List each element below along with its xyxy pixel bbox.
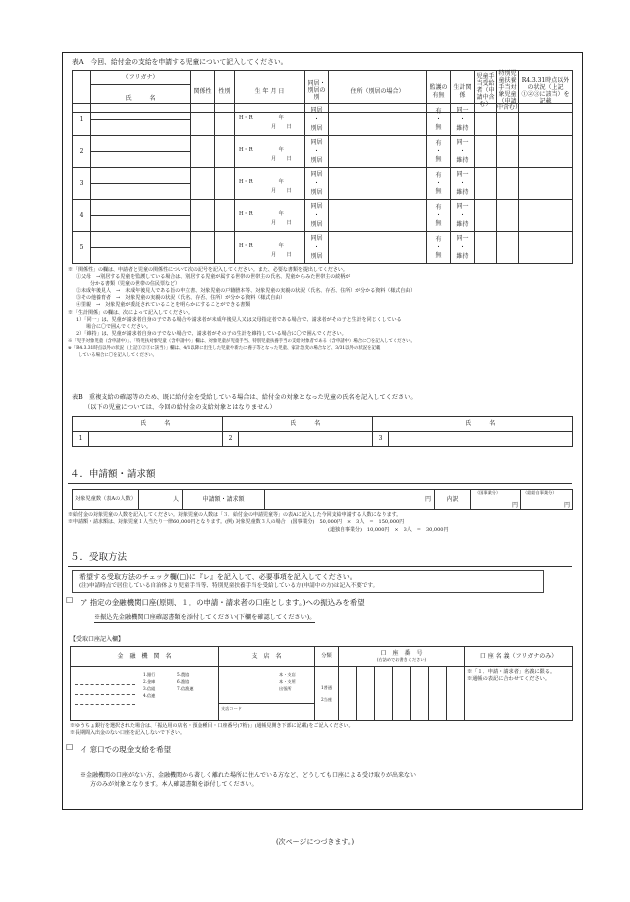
special-allowance-field[interactable]	[497, 104, 519, 136]
row-number: 3	[73, 168, 91, 200]
era-label: H・R	[239, 146, 253, 153]
relation-field[interactable]	[191, 104, 215, 136]
year-label: 年	[278, 178, 284, 185]
sex-field[interactable]	[215, 168, 235, 200]
section-4-notes	[68, 512, 578, 534]
table-b-name-header-1: 氏 名	[89, 417, 223, 432]
row-number: 4	[73, 200, 91, 232]
table-a-note: ③その他養育者 → 対象児童の実親の状況（氏名、存否、住所）が分かる資料（様式自由）	[76, 295, 286, 302]
cohab-header: 同居・別居の別	[305, 71, 329, 113]
status-field[interactable]	[519, 232, 573, 264]
table-a-note: 場合に〇で囲んでください。	[86, 323, 152, 330]
table-b-name-field-1[interactable]	[89, 432, 223, 447]
year-label: 年	[278, 242, 284, 249]
branch-header: 支 店 名	[219, 647, 315, 667]
option-b-label: イ 窓口での現金支給を希望	[80, 745, 172, 754]
persons-unit: 人	[172, 495, 179, 503]
table-b-number-1: 1	[73, 432, 89, 447]
custody-field[interactable]: 有 ・ 無	[427, 232, 451, 264]
table-a-note: ※「R4.3.31時点以外の状況（上記①②③に該当）」欄は、4/1以降に出生した児童や新たに養子等となった児童、家計急変の場合など、3/31以外の状況を記載	[68, 346, 381, 352]
table-a-note: ②未成年後見人 → 未成年後見人である旨の申立書、対象児童の戸籍謄本等、対象児童の実親の状況（氏名、存否、住所）が分かる資料（様式自由）	[76, 288, 416, 295]
option-b-checkbox[interactable]: ☐	[66, 743, 74, 752]
table-b-number-3: 3	[373, 432, 389, 447]
sex-header: 性別	[215, 71, 235, 113]
cohab-field[interactable]: 同居 ・ 別居	[305, 136, 329, 168]
bank-types-1: 1.銀行 2.金庫 3.信組 4.信連	[143, 672, 156, 698]
bank-name-field[interactable]	[71, 667, 219, 721]
instruction-box	[72, 570, 544, 593]
table-a-note: している場合に〇を記入してください。	[78, 353, 158, 359]
dob-field[interactable]	[235, 104, 305, 136]
dob-field[interactable]	[235, 200, 305, 232]
account-digit-3[interactable]	[375, 667, 393, 721]
year-label: 年	[278, 114, 284, 121]
account-digit-5[interactable]	[411, 667, 429, 721]
special-allowance-field[interactable]	[497, 168, 519, 200]
account-table	[70, 646, 573, 721]
row-number: 5	[73, 232, 91, 264]
era-label: H・R	[239, 242, 253, 249]
custody-field[interactable]: 有 ・ 無	[427, 136, 451, 168]
custody-field[interactable]: 有 ・ 無	[427, 104, 451, 136]
name-field[interactable]	[91, 216, 191, 232]
table-a-caption: 表A 今回、給付金の支給を申請する児童について記入してください。	[72, 58, 288, 66]
table-a-note: 2）「維持」は、児童が請求者自身の子でない場合で、請求者がその子の生計を維持している場合に〇で囲んでください。	[76, 330, 347, 337]
livelihood-field[interactable]: 同一 ・ 維持	[451, 200, 475, 232]
relation-field[interactable]	[191, 136, 215, 168]
sex-field[interactable]	[215, 200, 235, 232]
relation-field[interactable]	[191, 200, 215, 232]
table-a-note: ①父母 →別居する児童を監護している場合は、別居する児童が属する世帯の世帯主の氏名、児童からみた世帯主の続柄が	[76, 274, 351, 281]
child-allowance-header: 児童手当受給者（申請中含む）	[475, 71, 497, 113]
name-field[interactable]	[91, 152, 191, 168]
row-number: 1	[73, 104, 91, 136]
section-5-rule	[68, 566, 572, 567]
child-allowance-field[interactable]	[475, 200, 497, 232]
holder-note-2: ※通帳の表記に合わせてください。	[467, 675, 551, 682]
furigana-header: （フリガナ）	[91, 71, 191, 85]
furigana-field[interactable]	[91, 232, 191, 248]
bank-types-2: 5.農協 6.漁協 7.信漁連	[177, 672, 194, 691]
name-field[interactable]	[91, 248, 191, 264]
table-a-notes	[68, 267, 578, 359]
custody-field[interactable]: 有 ・ 無	[427, 200, 451, 232]
name-field[interactable]	[91, 184, 191, 200]
special-allowance-field[interactable]	[497, 232, 519, 264]
child-count-field[interactable]	[139, 490, 183, 510]
relation-field[interactable]	[191, 168, 215, 200]
instruction-1: 希望する受取方法のチェック欄(□)に『レ』を記入して、必要事項を記入してください。	[79, 573, 357, 581]
address-field[interactable]	[329, 168, 427, 200]
section-4-note: (道独自事業分) 10,000円 × 3人 = 30,000円	[328, 526, 449, 533]
table-b-name-field-3[interactable]	[389, 432, 573, 447]
cohab-field[interactable]: 同居 ・ 別居	[305, 232, 329, 264]
child-count-label: 対象児童数（表Aの人数）	[73, 490, 139, 510]
livelihood-header: 生計関係	[451, 71, 475, 113]
holder-note-1: ※「１．申請・請求者」名義に限る。	[467, 669, 556, 675]
row-number: 2	[73, 136, 91, 168]
custody-field[interactable]: 有 ・ 無	[427, 168, 451, 200]
custody-header: 監護の有無	[427, 71, 451, 113]
furigana-field[interactable]	[91, 136, 191, 152]
cohab-field[interactable]: 同居 ・ 別居	[305, 168, 329, 200]
table-b-name-header-3: 氏 名	[389, 417, 573, 432]
bank-notes: ※ゆうちょ銀行を選択された場合は、「振込用の店名・預金種目・口座番号(7桁)」(通帳見開き下部に記載)をご記入ください。 ※長期間入出金のない口座を記入しないで下さい。	[70, 723, 354, 737]
local-amount-field[interactable]	[521, 490, 573, 510]
livelihood-field[interactable]: 同一 ・ 維持	[451, 168, 475, 200]
relation-field[interactable]	[191, 232, 215, 264]
year-label: 年	[278, 146, 284, 153]
section-4-note: ※給付金の対象児童の人数を記入してください。対象児童の人数は「３．給付金の申請児童等」の表Aに記入した今回支給申請する人数になります。	[68, 512, 402, 518]
table-b-name-header-2: 氏 名	[239, 417, 373, 432]
table-b-number-2: 2	[223, 432, 239, 447]
table-a-note: ※「関係性」の欄は、申請者と児童の関係性について次の記号を記入してください。また、必要な書類を提出してください。	[68, 267, 348, 273]
special-allowance-header: 特別児童扶養手当対象児童（申請中含む）	[497, 70, 522, 112]
sex-field[interactable]	[215, 136, 235, 168]
account-digit-1[interactable]	[339, 667, 357, 721]
livelihood-field[interactable]: 同一 ・ 維持	[451, 104, 475, 136]
option-a-label: ア 指定の金融機関口座(原則、１．の申請・請求者の口座とします。)への振込みを希望	[80, 598, 365, 607]
status-field[interactable]	[519, 200, 573, 232]
child-allowance-field[interactable]	[475, 104, 497, 136]
account-number-header: 口 座 番 号 (右詰めでお書きください)	[339, 647, 465, 667]
account-holder-field[interactable]	[465, 667, 573, 721]
year-label: 年	[278, 210, 284, 217]
dob-field[interactable]	[235, 136, 305, 168]
status-field[interactable]	[519, 104, 573, 136]
account-digit-6[interactable]	[429, 667, 447, 721]
section-4-rule	[68, 483, 572, 484]
account-digit-2[interactable]	[357, 667, 375, 721]
dob-field[interactable]	[235, 168, 305, 200]
era-label: H・R	[239, 178, 253, 185]
furigana-field[interactable]	[91, 200, 191, 216]
name-header: 氏 名	[91, 85, 191, 113]
table-b-caption: 表B 重複支給の確認等のため、既に給付金を受給している場合は、給付金の対象となった児童の氏名を記入してください。	[72, 394, 417, 401]
section-5-title: ５．受取方法	[70, 552, 128, 563]
instruction-2: (注)申請時点で居住している自治体より児童手当等、特別児童扶養手当を受給している方(申請中の方)は記入不要です。	[79, 583, 379, 589]
continued-footer: (次ページにつづきます。)	[275, 838, 355, 846]
month-day-label: 月 日	[271, 187, 292, 194]
amount-table	[72, 489, 573, 510]
national-label: （国事業分）	[475, 490, 501, 495]
month-day-label: 月 日	[271, 155, 292, 162]
branch-types: 本・支店 本・支所 出張所	[279, 672, 296, 691]
cohab-field[interactable]: 同居 ・ 別居	[305, 104, 329, 136]
local-yen: 円	[563, 501, 570, 509]
bank-header: 金 融 機 関 名	[71, 647, 219, 667]
address-field[interactable]	[329, 232, 427, 264]
table-a-note: ④里親 → 対象児童が委託されていることを明らかにすることができる書類	[76, 302, 251, 309]
child-allowance-field[interactable]	[475, 232, 497, 264]
table-a-rows	[72, 103, 572, 264]
table-a-note: 分かる書類（児童の世帯の住民票など）	[90, 281, 181, 288]
amount-label: 申請額・請求額	[183, 490, 265, 510]
name-field[interactable]	[91, 120, 191, 136]
cohab-field[interactable]: 同居 ・ 別居	[305, 200, 329, 232]
status-field[interactable]	[519, 168, 573, 200]
option-a-note: ※振込先金融機関口座確認書類を添付してください(下欄を確認してください)。	[94, 614, 316, 621]
table-b	[72, 416, 573, 447]
dob-header: 生 年 月 日	[235, 71, 305, 113]
dob-field[interactable]	[235, 232, 305, 264]
table-a-body	[72, 103, 573, 264]
address-field[interactable]	[329, 136, 427, 168]
option-a-checkbox[interactable]: ☐	[66, 596, 74, 605]
holder-header: 口 座 名 義（フリガナのみ）	[465, 647, 573, 667]
account-digit-4[interactable]	[393, 667, 411, 721]
table-a-note: ※「児手対象児童（含申請中）」、「特児扶対象児童（含申請中）」欄は、対象児童が児童手当、特別児童扶養手当の支給対象者である（含申請中）場合に〇を記入してください。	[68, 338, 415, 344]
month-day-label: 月 日	[271, 251, 292, 258]
option-b-notes: ※金融機関の口座がない方、金融機関から著しく離れた場所に住んでいる方など、どうしても口座による受け取りが出来ない 方のみが対象となります。本人確認書類を添付してください。	[80, 772, 417, 788]
breakdown-label: 内訳	[435, 490, 471, 510]
sex-field[interactable]	[215, 232, 235, 264]
livelihood-field[interactable]: 同一 ・ 維持	[451, 232, 475, 264]
address-field[interactable]	[329, 200, 427, 232]
livelihood-field[interactable]: 同一 ・ 維持	[451, 136, 475, 168]
child-allowance-field[interactable]	[475, 136, 497, 168]
account-digit-7[interactable]	[447, 667, 465, 721]
sex-field[interactable]	[215, 104, 235, 136]
kind-header: 分類	[315, 647, 339, 667]
special-allowance-field[interactable]	[497, 136, 519, 168]
month-day-label: 月 日	[271, 219, 292, 226]
branch-name-field[interactable]	[219, 667, 315, 721]
section-4-note: ※申請額・請求額は、対象児童１人当たり一律60,000円となります。(例) 対象児童数３人の場合 (国事業分) 50,000円 × 3人 = 150,000円	[68, 519, 405, 526]
address-header: 住所（別居の場合）	[329, 71, 427, 113]
status-field[interactable]	[519, 136, 573, 168]
table-a-note: 1）「同一」は、児童が請求者自身の子である場合や請求者が未成年後見人又は父母指定者である場合で、請求者がその子と生計を同じくしている	[76, 316, 402, 323]
furigana-field[interactable]	[91, 104, 191, 120]
furigana-field[interactable]	[91, 168, 191, 184]
table-b-subcaption: （以下の児童については、今回の給付金の支給対象とはなりません）	[84, 404, 276, 411]
address-field[interactable]	[329, 104, 427, 136]
status-header: R4.3.31時点以外の状況（上記①②③に該当）を記載	[519, 71, 573, 113]
table-a-note: ※「生計関係」の欄は、次によって記入してください。	[68, 309, 194, 316]
national-amount-field[interactable]	[471, 490, 521, 510]
child-allowance-field[interactable]	[475, 168, 497, 200]
section-4-title: ４．申請額・請求額	[70, 469, 156, 480]
relation-header: 関係性	[191, 71, 215, 113]
era-label: H・R	[239, 114, 253, 121]
special-allowance-field[interactable]	[497, 200, 519, 232]
account-caption: 【受取口座記入欄】	[70, 636, 125, 643]
month-day-label: 月 日	[271, 123, 292, 130]
amount-yen: 円	[424, 495, 431, 503]
bank-name-input[interactable]	[75, 675, 135, 713]
account-number-sub: (右詰めでお書きください)	[376, 656, 427, 662]
era-label: H・R	[239, 210, 253, 217]
table-b-name-field-2[interactable]	[239, 432, 373, 447]
account-kind-field[interactable]: 1普通 2当座	[315, 667, 339, 721]
amount-field[interactable]	[265, 490, 435, 510]
national-yen: 円	[511, 501, 518, 509]
branch-code-label: 支店コード	[221, 706, 242, 711]
local-label: （給給自事業分）	[523, 490, 557, 495]
